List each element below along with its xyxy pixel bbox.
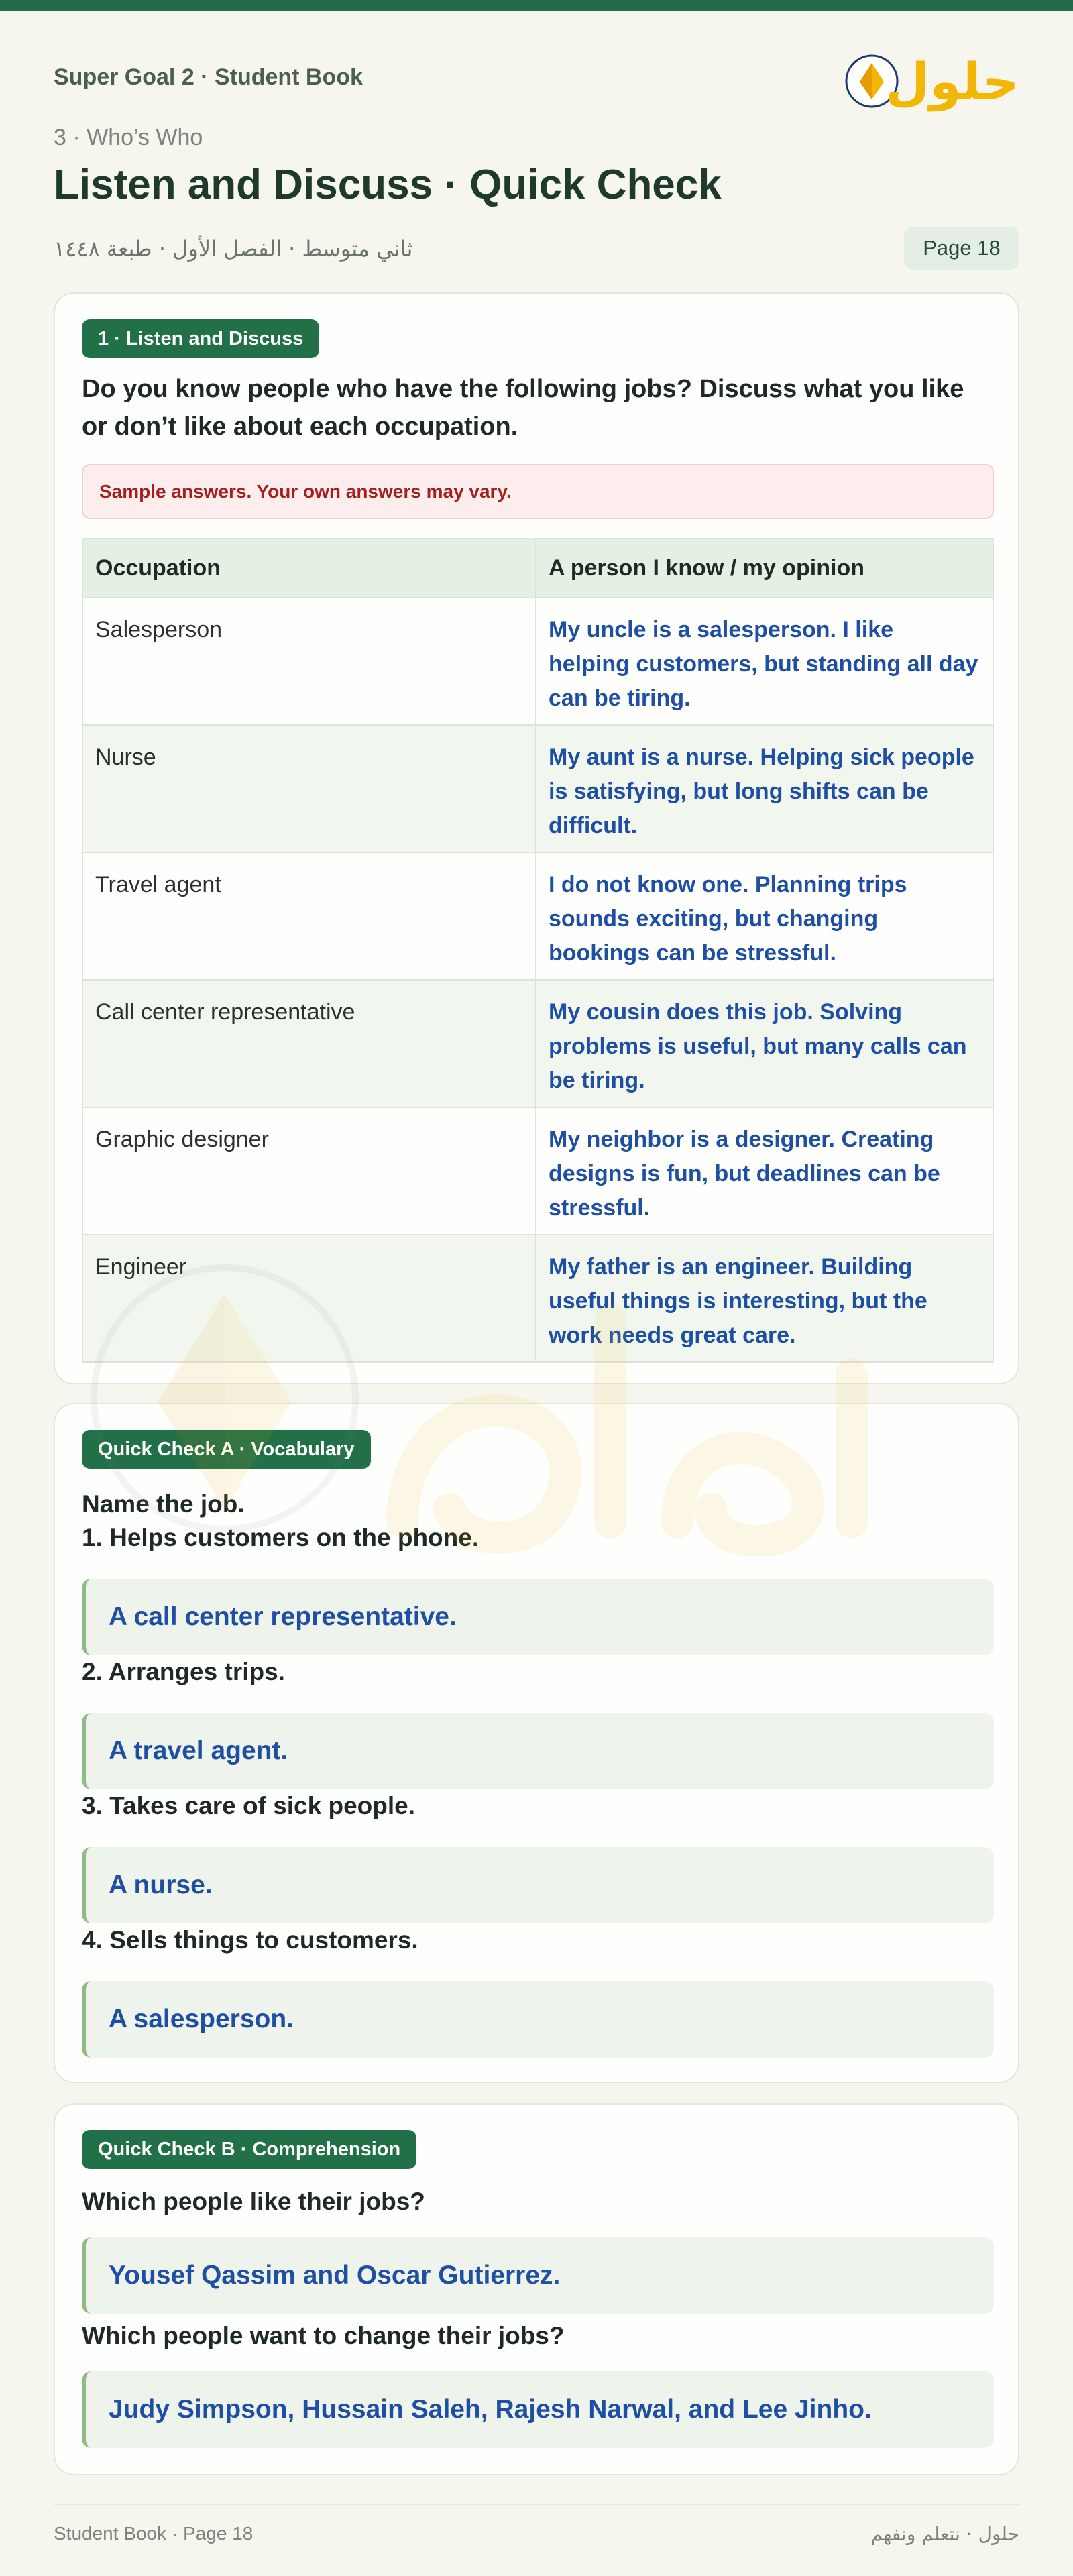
- occupation-cell: Travel agent: [83, 853, 536, 979]
- occupation-cell: Salesperson: [83, 598, 536, 724]
- question-label: 2. Arranges trips.: [82, 1658, 285, 1685]
- book-title: Super Goal 2 · Student Book: [54, 64, 363, 90]
- opinion-cell: I do not know one. Planning trips sounds exciting, but changing bookings can be stressful.: [549, 872, 907, 966]
- answer-box: A travel agent.: [82, 1713, 994, 1789]
- answer-box: A nurse.: [82, 1847, 994, 1923]
- top-accent-bar: [0, 0, 1073, 11]
- answer-box: Yousef Qassim and Oscar Gutierrez.: [82, 2237, 994, 2314]
- section-pill: Quick Check B · Comprehension: [82, 2130, 416, 2169]
- table-row: [83, 979, 993, 1107]
- opinion-cell: My aunt is a nurse. Helping sick people is satisfying, but long shifts can be difficult.: [549, 744, 974, 838]
- sample-answers-note: Sample answers. Your own answers may vary.: [82, 464, 994, 519]
- footer-page-label: Student Book · Page 18: [54, 2523, 253, 2544]
- column-header-occupation: Occupation: [83, 539, 536, 597]
- opinion-cell: My uncle is a salesperson. I like helping customers, but standing all day can be tiring.: [549, 617, 978, 711]
- occupation-cell: Graphic designer: [83, 1108, 536, 1234]
- column-header-opinion: A person I know / my opinion: [549, 555, 864, 581]
- table-row: [83, 724, 993, 852]
- occupation-cell: Engineer: [83, 1235, 536, 1361]
- page-title: Listen and Discuss · Quick Check: [54, 162, 722, 208]
- listen-discuss-card: [54, 292, 1019, 1384]
- page-badge: Page 18: [904, 227, 1019, 270]
- answer-box: Judy Simpson, Hussain Saleh, Rajesh Narwal, and Lee Jinho.: [82, 2371, 994, 2448]
- opinion-cell: My father is an engineer. Building useful things is interesting, but the work needs great care.: [549, 1254, 927, 1348]
- question-label: Which people like their jobs?: [82, 2188, 425, 2215]
- unit-label: 3 · Who’s Who: [54, 125, 203, 150]
- footer-brand-tagline: حلول · نتعلم ونفهم: [870, 2523, 1019, 2545]
- question-label: 1. Helps customers on the phone.: [82, 1524, 479, 1551]
- table-row: [83, 1107, 993, 1234]
- opinion-cell: My neighbor is a designer. Creating designs is fun, but deadlines can be stressful.: [549, 1127, 940, 1221]
- occupation-table: [82, 538, 994, 1363]
- table-row: [83, 852, 993, 979]
- logo-text: حلول: [885, 52, 1019, 111]
- answer-box: A call center representative.: [82, 1579, 994, 1655]
- quick-check-b-card: [54, 2103, 1019, 2475]
- table-row: [83, 597, 993, 724]
- hulul-logo: [845, 40, 1019, 122]
- question-label: 4. Sells things to customers.: [82, 1926, 418, 1954]
- section-pill: Quick Check A · Vocabulary: [82, 1430, 371, 1469]
- grade-term-edition: ثاني متوسط · الفصل الأول · طبعة ١٤٤٨: [54, 236, 413, 262]
- question-label: Which people want to change their jobs?: [82, 2322, 565, 2349]
- occupation-cell: Call center representative: [83, 981, 536, 1107]
- quick-check-a-card: [54, 1403, 1019, 2083]
- table-row: [83, 1234, 993, 1361]
- question-label: 3. Takes care of sick people.: [82, 1792, 416, 1819]
- page-header: [54, 40, 1019, 295]
- discussion-question: Do you know people who have the following jobs? Discuss what you like or don’t like about each occupation.: [82, 375, 964, 441]
- footer-divider: [54, 2504, 1019, 2505]
- table-header-row: [83, 539, 993, 597]
- instruction: Name the job.: [82, 1490, 245, 1518]
- opinion-cell: My cousin does this job. Solving problems is useful, but many calls can be tiring.: [549, 999, 967, 1093]
- answer-box: A salesperson.: [82, 1981, 994, 2058]
- occupation-cell: Nurse: [83, 726, 536, 852]
- section-pill: 1 · Listen and Discuss: [82, 319, 319, 358]
